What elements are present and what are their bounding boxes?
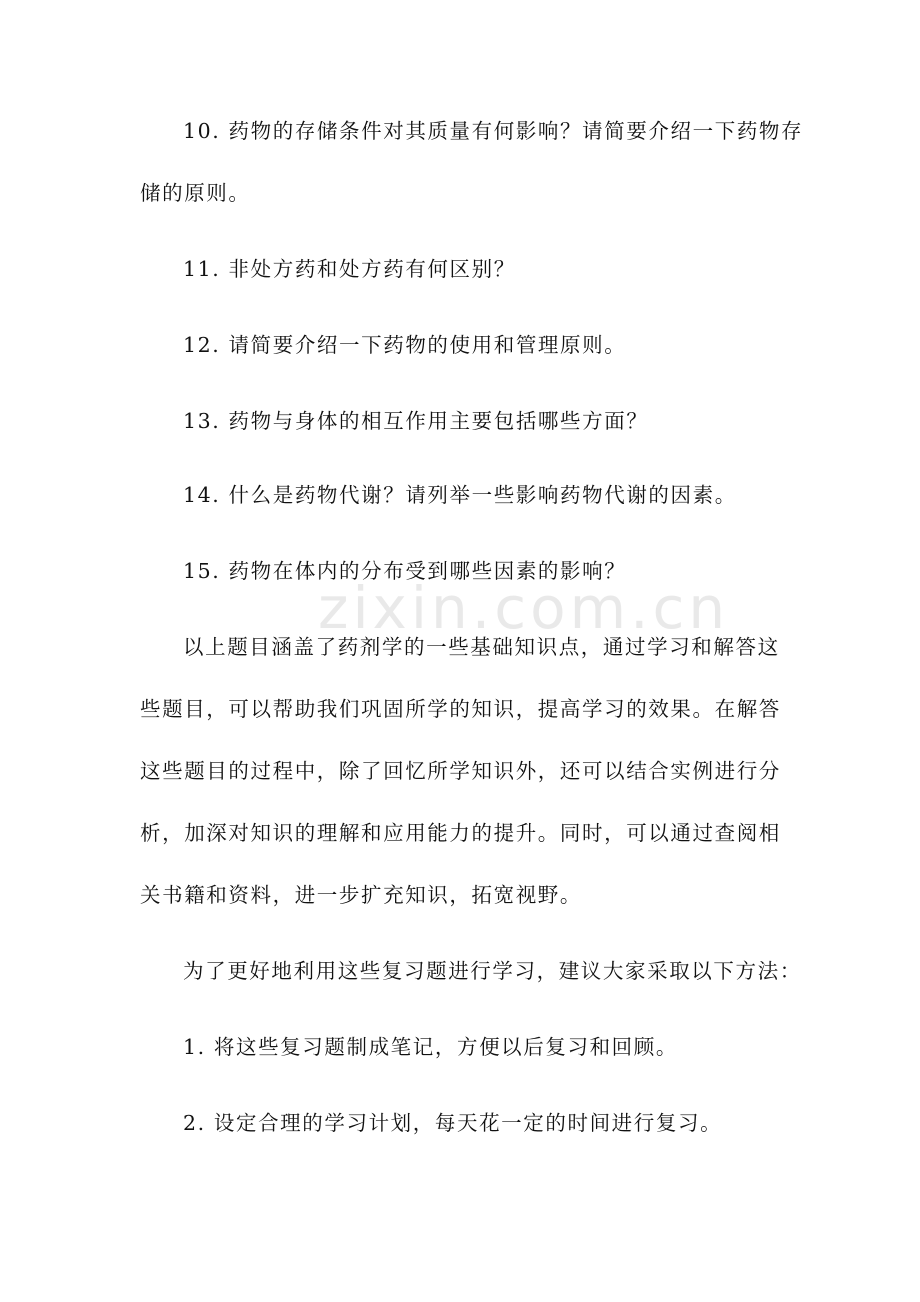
method-1: 1. 将这些复习题制成笔记，方便以后复习和回顾。 (183, 1035, 678, 1059)
summary-paragraph-line-2: 些题目，可以帮助我们巩固所学的知识，提高学习的效果。在解答 (140, 697, 781, 721)
summary-paragraph-line-4: 析，加深对知识的理解和应用能力的提升。同时，可以通过查阅相 (140, 821, 781, 845)
question-13: 13. 药物与身体的相互作用主要包括哪些方面？ (183, 409, 649, 433)
question-10-line-1: 10. 药物的存储条件对其质量有何影响？请简要介绍一下药物存 (183, 119, 804, 143)
question-10-line-2: 储的原则。 (140, 181, 251, 205)
question-12: 12. 请简要介绍一下药物的使用和管理原则。 (183, 333, 627, 357)
question-15: 15. 药物在体内的分布受到哪些因素的影响？ (183, 559, 627, 583)
question-14: 14. 什么是药物代谢？请列举一些影响药物代谢的因素。 (183, 483, 737, 507)
summary-paragraph-line-1: 以上题目涵盖了药剂学的一些基础知识点，通过学习和解答这 (183, 635, 780, 659)
watermark: zixin.com.cn (318, 574, 730, 642)
method-2: 2. 设定合理的学习计划，每天花一定的时间进行复习。 (183, 1111, 723, 1135)
methods-intro: 为了更好地利用这些复习题进行学习，建议大家采取以下方法： (183, 959, 802, 983)
summary-paragraph-line-3: 这些题目的过程中，除了回忆所学知识外，还可以结合实例进行分 (140, 759, 781, 783)
summary-paragraph-line-5: 关书籍和资料，进一步扩充知识，拓宽视野。 (140, 883, 582, 907)
question-11: 11. 非处方药和处方药有何区别？ (183, 257, 516, 281)
